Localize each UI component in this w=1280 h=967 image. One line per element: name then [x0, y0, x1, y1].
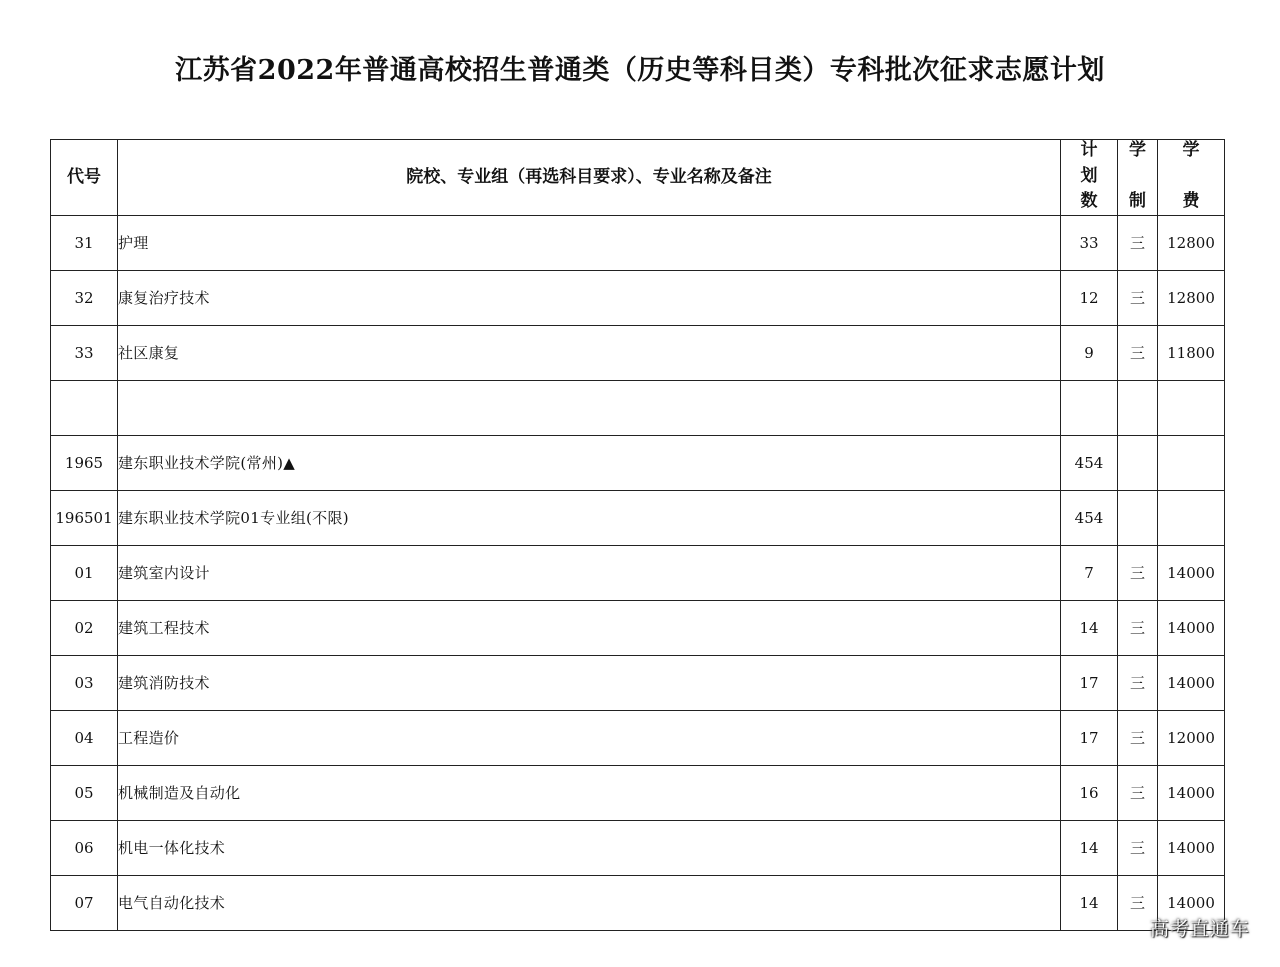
table-row-school — [51, 436, 1225, 491]
cell-code: 05 — [51, 766, 118, 821]
cell-code: 06 — [51, 821, 118, 876]
cell-fee: 14000 — [1158, 876, 1225, 931]
cell-code: 196501 — [51, 491, 118, 546]
cell-length: 三 — [1118, 271, 1158, 326]
cell-length — [1118, 381, 1158, 436]
table-row-empty — [51, 381, 1225, 436]
table-row — [51, 216, 1225, 271]
table-row — [51, 326, 1225, 381]
table-row — [51, 766, 1225, 821]
cell-fee — [1158, 436, 1225, 491]
table-row-group — [51, 491, 1225, 546]
header-plan — [1061, 140, 1118, 216]
cell-fee: 14000 — [1158, 546, 1225, 601]
cell-name: 建东职业技术学院01专业组(不限) — [118, 491, 1061, 546]
cell-name: 社区康复 — [118, 326, 1061, 381]
header-plan-char: 数 — [1080, 191, 1098, 211]
header-length-char: 学 — [1129, 140, 1146, 160]
header-fee — [1158, 140, 1225, 216]
cell-name: 护理 — [118, 216, 1061, 271]
cell-length: 三 — [1118, 216, 1158, 271]
header-name: 院校、专业组（再选科目要求）、专业名称及备注 — [118, 140, 1061, 216]
table-header-row — [51, 140, 1225, 216]
header-fee-char: 学 — [1182, 140, 1200, 160]
cell-plan: 17 — [1061, 711, 1118, 766]
cell-plan: 14 — [1061, 601, 1118, 656]
cell-length: 三 — [1118, 656, 1158, 711]
cell-name: 电气自动化技术 — [118, 876, 1061, 931]
cell-code: 07 — [51, 876, 118, 931]
cell-code: 1965 — [51, 436, 118, 491]
cell-code: 02 — [51, 601, 118, 656]
header-plan-char: 划 — [1080, 165, 1098, 186]
watermark-text: 高考直通车 — [1149, 918, 1250, 940]
cell-plan: 7 — [1061, 546, 1118, 601]
table-row — [51, 271, 1225, 326]
cell-plan — [1061, 381, 1118, 436]
header-plan-char: 计 — [1080, 140, 1098, 160]
cell-length — [1118, 491, 1158, 546]
cell-code: 32 — [51, 271, 118, 326]
cell-name: 建筑室内设计 — [118, 546, 1061, 601]
table-row — [51, 876, 1225, 931]
header-length-char: 制 — [1129, 191, 1146, 211]
cell-fee: 14000 — [1158, 656, 1225, 711]
cell-name: 康复治疗技术 — [118, 271, 1061, 326]
cell-length: 三 — [1118, 766, 1158, 821]
cell-code: 03 — [51, 656, 118, 711]
cell-plan: 454 — [1061, 491, 1118, 546]
cell-length: 三 — [1118, 601, 1158, 656]
cell-code: 31 — [51, 216, 118, 271]
cell-name: 机电一体化技术 — [118, 821, 1061, 876]
table-row — [51, 546, 1225, 601]
cell-length — [1118, 436, 1158, 491]
table-row — [51, 656, 1225, 711]
header-fee-char: 费 — [1182, 191, 1200, 211]
cell-length: 三 — [1118, 711, 1158, 766]
cell-fee: 12800 — [1158, 271, 1225, 326]
cell-name: 机械制造及自动化 — [118, 766, 1061, 821]
cell-plan: 12 — [1061, 271, 1118, 326]
table-row — [51, 711, 1225, 766]
cell-name — [118, 381, 1061, 436]
cell-plan: 14 — [1061, 876, 1118, 931]
cell-fee: 14000 — [1158, 601, 1225, 656]
document-title: 江苏省2022年普通高校招生普通类（历史等科目类）专科批次征求志愿计划 — [175, 55, 1105, 86]
cell-fee: 12800 — [1158, 216, 1225, 271]
cell-fee — [1158, 381, 1225, 436]
cell-plan: 454 — [1061, 436, 1118, 491]
cell-fee: 14000 — [1158, 821, 1225, 876]
cell-fee: 12000 — [1158, 711, 1225, 766]
cell-code — [51, 381, 118, 436]
cell-length: 三 — [1118, 876, 1158, 931]
table-row — [51, 821, 1225, 876]
cell-length: 三 — [1118, 546, 1158, 601]
cell-plan: 16 — [1061, 766, 1118, 821]
cell-plan: 14 — [1061, 821, 1118, 876]
plan-table — [50, 139, 1225, 931]
cell-name: 建东职业技术学院(常州)▲ — [118, 436, 1061, 491]
cell-fee: 11800 — [1158, 326, 1225, 381]
cell-name: 工程造价 — [118, 711, 1061, 766]
header-length — [1118, 140, 1158, 216]
cell-length: 三 — [1118, 821, 1158, 876]
table-row — [51, 601, 1225, 656]
cell-name: 建筑消防技术 — [118, 656, 1061, 711]
cell-fee — [1158, 491, 1225, 546]
cell-length: 三 — [1118, 326, 1158, 381]
cell-code: 04 — [51, 711, 118, 766]
cell-plan: 33 — [1061, 216, 1118, 271]
cell-code: 01 — [51, 546, 118, 601]
cell-fee: 14000 — [1158, 766, 1225, 821]
cell-plan: 17 — [1061, 656, 1118, 711]
header-code: 代号 — [51, 140, 118, 216]
cell-name: 建筑工程技术 — [118, 601, 1061, 656]
cell-plan: 9 — [1061, 326, 1118, 381]
cell-code: 33 — [51, 326, 118, 381]
